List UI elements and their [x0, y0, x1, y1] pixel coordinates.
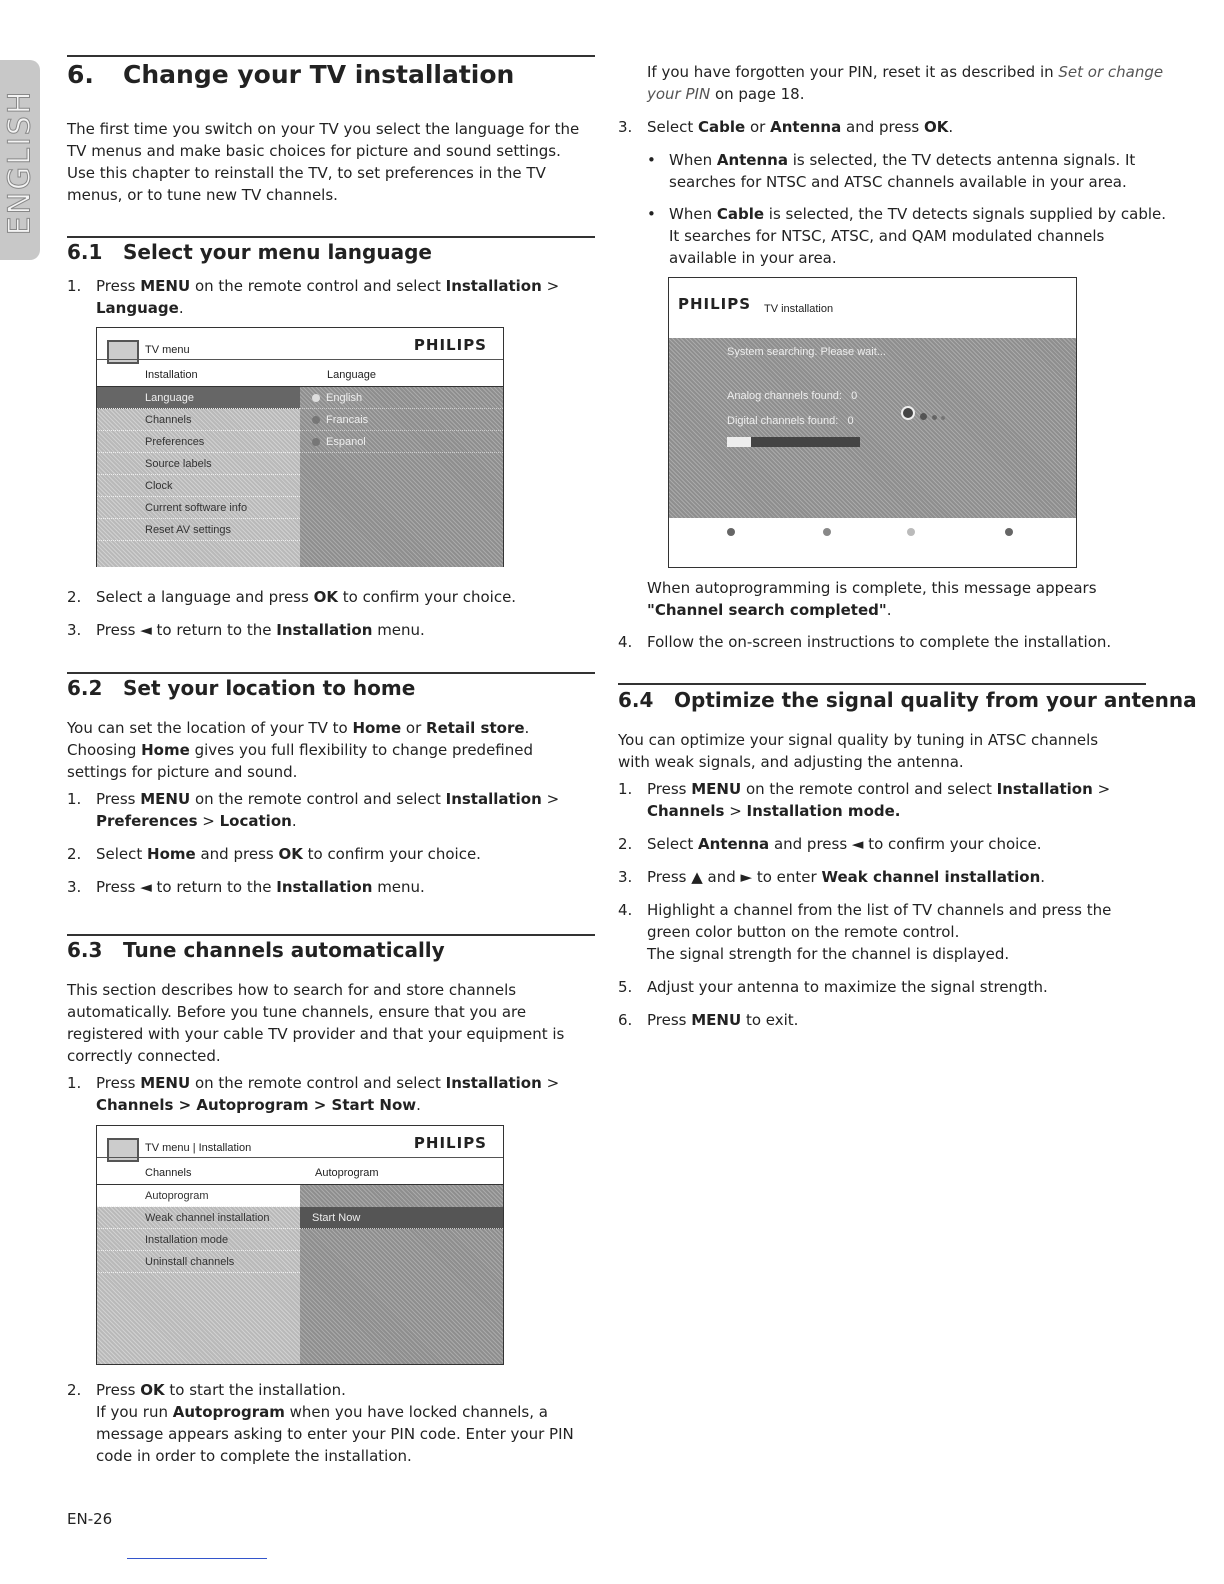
text-segment: on the remote control and select	[190, 790, 446, 808]
step: 1. Press MENU on the remote control and select Installation > Preferences > Location.	[67, 790, 560, 830]
text-segment: Select	[647, 835, 699, 853]
text-segment: .	[1040, 868, 1046, 886]
text-segment: >	[724, 802, 747, 820]
bold-term: Installation	[445, 790, 542, 808]
step: 2. Select a language and press OK to confirm your choice.	[67, 588, 517, 606]
text-segment: Select	[96, 845, 148, 863]
bold-term: OK	[278, 845, 303, 863]
section-heading-6-4: 6.4 Optimize the signal quality from your antenna	[618, 688, 1197, 712]
page-number: EN-26	[67, 1510, 113, 1528]
text-segment: Highlight a channel from the list of TV channels and press the green color button on the remote control. The signal strength for the channel is displayed.	[647, 901, 1112, 963]
divider	[618, 683, 1146, 685]
menu-title: TV menu	[145, 344, 190, 356]
divider	[67, 934, 595, 936]
text-segment: .	[416, 1096, 421, 1114]
bold-term: Cable	[716, 205, 765, 223]
bold-term: MENU	[140, 790, 191, 808]
step: 4. Follow the on-screen instructions to complete the installation.	[618, 633, 1112, 651]
step: 6. Press MENU to exit.	[618, 1011, 799, 1029]
blue-button-icon	[1005, 528, 1013, 536]
menu-item-preferences[interactable]: Preferences	[97, 431, 300, 453]
text-segment: When	[669, 205, 717, 223]
tv-menu-autoprogram-screenshot	[96, 1125, 504, 1365]
text-segment: .	[948, 118, 954, 136]
section-para: This section describes how to search for and store channels automatically. Before you tune channels, ensure that you are registered with your cable TV provider and that your equipment is correctly connected.	[67, 981, 565, 1065]
text-segment: Press ◄ to return to the	[96, 878, 277, 896]
bold-term: Antenna	[770, 118, 842, 136]
bold-term: Autoprogram	[172, 1403, 285, 1421]
text-segment: >	[541, 277, 560, 295]
text-segment: When autoprogramming is complete, this message appears	[647, 579, 1097, 597]
chapter-intro: The first time you switch on your TV you select the language for the TV menus and make basic choices for picture and sound settings. Use this chapter to reinstall the TV, to set preferences in the TV menus, or to tune new TV channels.	[67, 120, 580, 204]
text-segment: or	[401, 719, 427, 737]
step: 3. Select Cable or Antenna and press OK.	[618, 118, 954, 136]
philips-logo: PHILIPS	[413, 336, 487, 354]
section-heading-6-3: 6.3 Tune channels automatically	[67, 938, 445, 962]
text-segment: when you have locked channels, a message appears asking to enter your PIN code. Enter your PIN code in order to complete the installation.	[96, 1403, 574, 1465]
bold-term: MENU	[140, 277, 191, 295]
option-francais[interactable]: Francais	[300, 409, 503, 431]
side-tab-label: ENGLISH	[2, 89, 38, 236]
text-segment: When	[669, 151, 717, 169]
text-segment: or	[745, 118, 771, 136]
menu-item-software-info[interactable]: Current software info	[97, 497, 300, 519]
bold-term: Installation	[445, 1074, 542, 1092]
text-segment: to confirm your choice.	[302, 845, 481, 863]
text-segment: Press	[96, 277, 141, 295]
bold-term: Retail store	[426, 719, 525, 737]
menu-item-language[interactable]: Language	[97, 387, 300, 409]
busy-indicator-icon	[901, 406, 945, 424]
left-header: Installation	[145, 369, 198, 381]
text-segment: is selected, the TV detects signals supplied by cable. It searches for NTSC, ATSC, and QAM modulated channels available in your area.	[669, 205, 1167, 267]
tv-icon	[107, 340, 139, 364]
text-segment: Set or change your PIN	[647, 63, 1164, 103]
text-segment: >	[541, 790, 560, 808]
text-segment: .	[886, 601, 892, 619]
tv-menu-language-screenshot	[96, 327, 504, 567]
menu-item-uninstall[interactable]: Uninstall channels	[97, 1251, 300, 1273]
text-segment: Select a language and press	[96, 588, 314, 606]
text-segment: to start the installation. If you run	[96, 1381, 346, 1421]
red-button-icon	[727, 528, 735, 536]
text-segment: menu.	[372, 878, 425, 896]
bold-term: Antenna	[716, 151, 788, 169]
step: 3. Press ◄ to return to the Installation menu.	[67, 621, 425, 639]
text-segment: Press ◄ to return to the	[96, 621, 277, 639]
text-segment: Press	[647, 1011, 692, 1029]
bold-term: Installation mode.	[746, 802, 901, 820]
menu-item-channels[interactable]: Channels	[97, 409, 300, 431]
text-segment: to confirm your choice.	[337, 588, 517, 606]
step: 5. Adjust your antenna to maximize the signal strength.	[618, 978, 1048, 996]
completion-note	[647, 577, 1127, 621]
bold-term: Antenna	[698, 835, 770, 853]
step: 2. Press OK to start the installation. If you run Autoprogram when you have locked channels, a message appears asking to enter your PIN code. Enter your PIN code in order to complete the installation.	[67, 1381, 574, 1465]
section-heading-6-2: 6.2 Set your location to home	[67, 676, 416, 700]
section-heading-6-1: 6.1 Select your menu language	[67, 240, 432, 264]
section-para: You can optimize your signal quality by tuning in ATSC channels with weak signals, and adjusting the antenna.	[618, 731, 1099, 771]
text-segment: is selected, the TV detects antenna signals. It searches for NTSC and ATSC channels available in your area.	[669, 151, 1136, 191]
text-segment: >	[197, 812, 220, 830]
bold-term: Home	[147, 845, 196, 863]
analog-count: Analog channels found: 0	[727, 390, 858, 402]
divider	[67, 236, 595, 238]
bold-term: Location	[219, 812, 292, 830]
step: 2. Select Home and press OK to confirm your choice.	[67, 845, 481, 863]
menu-item-source-labels[interactable]: Source labels	[97, 453, 300, 475]
bold-term: Home	[352, 719, 402, 737]
menu-item-clock[interactable]: Clock	[97, 475, 300, 497]
menu-item-weak-channel[interactable]: Weak channel installation	[97, 1207, 300, 1229]
bold-term: Installation	[996, 780, 1093, 798]
bold-term: OK	[924, 118, 949, 136]
bold-term: Cable	[698, 118, 746, 136]
text-segment: on the remote control and select	[190, 1074, 446, 1092]
text-segment: >	[1092, 780, 1111, 798]
step: 3. Press ▲ and ► to enter Weak channel installation.	[618, 868, 1046, 886]
text-segment: gives you full flexibility to change predefined settings for picture and sound.	[67, 741, 534, 781]
search-progress-bar	[727, 437, 860, 447]
text-segment: on the remote control and select	[741, 780, 997, 798]
step: 1. Press MENU on the remote control and select Installation > Channels > Autoprogram > Start Now.	[67, 1074, 560, 1114]
menu-breadcrumb: TV menu | Installation	[145, 1142, 252, 1154]
digital-count: Digital channels found: 0	[727, 415, 854, 427]
bold-term: "Channel search completed"	[647, 601, 887, 619]
text-segment: .	[178, 299, 184, 317]
text-segment: >	[541, 1074, 560, 1092]
step: 3. Press ◄ to return to the Installation menu.	[67, 878, 425, 896]
step: 1. Press MENU on the remote control and select Installation > Channels > Installation mode.	[618, 780, 1111, 820]
option-english[interactable]: English	[300, 387, 503, 409]
text-segment: on the remote control and select	[190, 277, 446, 295]
text-segment: and press ◄ to confirm your choice.	[769, 835, 1042, 853]
left-header: Channels	[145, 1167, 192, 1179]
step: 1. Press MENU on the remote control and select Installation > Language.	[67, 277, 560, 317]
divider	[67, 55, 595, 57]
bold-term: Installation	[276, 878, 373, 896]
text-segment: on page 18.	[710, 85, 805, 103]
bold-term: OK	[313, 588, 338, 606]
bold-term: MENU	[140, 1074, 191, 1092]
text-segment: . Choosing	[67, 719, 530, 759]
bold-term: Preferences	[96, 812, 198, 830]
right-header: Autoprogram	[315, 1167, 379, 1179]
progress-fill	[727, 437, 751, 447]
bold-term: MENU	[691, 780, 742, 798]
text-segment: Select	[647, 118, 699, 136]
bold-term: Weak channel installation	[821, 868, 1041, 886]
philips-logo: PHILIPS	[413, 1134, 487, 1152]
right-header: Language	[327, 369, 376, 381]
step: 2. Select Antenna and press ◄ to confirm your choice.	[618, 835, 1042, 853]
status-text: System searching. Please wait...	[727, 346, 886, 358]
text-segment: Press	[96, 790, 141, 808]
section-para	[67, 717, 587, 783]
bullet: • When Cable is selected, the TV detects signals supplied by cable. It searches for NTSC, ATSC, and QAM modulated channels available in your area.	[647, 205, 1167, 267]
menu-item-installation-mode[interactable]: Installation mode	[97, 1229, 300, 1251]
philips-logo: PHILIPS	[678, 295, 752, 313]
text-segment: Press	[96, 1381, 141, 1399]
bold-term: Channels	[647, 802, 725, 820]
text-segment: Adjust your antenna to maximize the signal strength.	[647, 978, 1048, 996]
text-segment: and press	[195, 845, 279, 863]
text-segment: .	[291, 812, 297, 830]
option-start-now[interactable]: Start Now	[300, 1207, 503, 1229]
language-side-tab	[0, 60, 40, 260]
text-segment: Press	[96, 1074, 141, 1092]
step: 4. Highlight a channel from the list of TV channels and press the green color button on the remote control. The signal strength for the channel is displayed.	[618, 901, 1112, 963]
text-segment: and press	[841, 118, 924, 136]
install-title: TV installation	[764, 303, 834, 315]
text-segment: You can set the location of your TV to	[67, 719, 353, 737]
divider	[67, 672, 595, 674]
menu-item-reset-av[interactable]: Reset AV settings	[97, 519, 300, 541]
text-segment: to exit.	[741, 1011, 799, 1029]
bold-term: Home	[141, 741, 190, 759]
text-segment: Follow the on-screen instructions to complete the installation.	[647, 633, 1112, 651]
bold-term: Language	[96, 299, 179, 317]
bold-term: OK	[140, 1381, 165, 1399]
menu-item-autoprogram[interactable]: Autoprogram	[97, 1185, 300, 1207]
tv-icon	[107, 1138, 139, 1162]
bold-term: MENU	[691, 1011, 742, 1029]
tv-installation-screenshot	[668, 277, 1077, 568]
green-button-icon	[823, 528, 831, 536]
option-espanol[interactable]: Espanol	[300, 431, 503, 453]
text-segment: menu.	[372, 621, 425, 639]
text-segment: Press	[647, 780, 692, 798]
step-note	[618, 61, 1167, 105]
bold-term: Channels > Autoprogram > Start Now	[96, 1096, 417, 1114]
bullet: • When Antenna is selected, the TV detects antenna signals. It searches for NTSC and ATSC channels available in your area.	[647, 151, 1136, 191]
text-segment: Press ▲ and ► to enter	[647, 868, 822, 886]
bold-term: Installation	[276, 621, 373, 639]
yellow-button-icon	[907, 528, 915, 536]
chapter-title: 6. Change your TV installation	[67, 60, 515, 89]
bold-term: Installation	[445, 277, 542, 295]
text-segment: If you have forgotten your PIN, reset it as described in	[647, 63, 1059, 81]
